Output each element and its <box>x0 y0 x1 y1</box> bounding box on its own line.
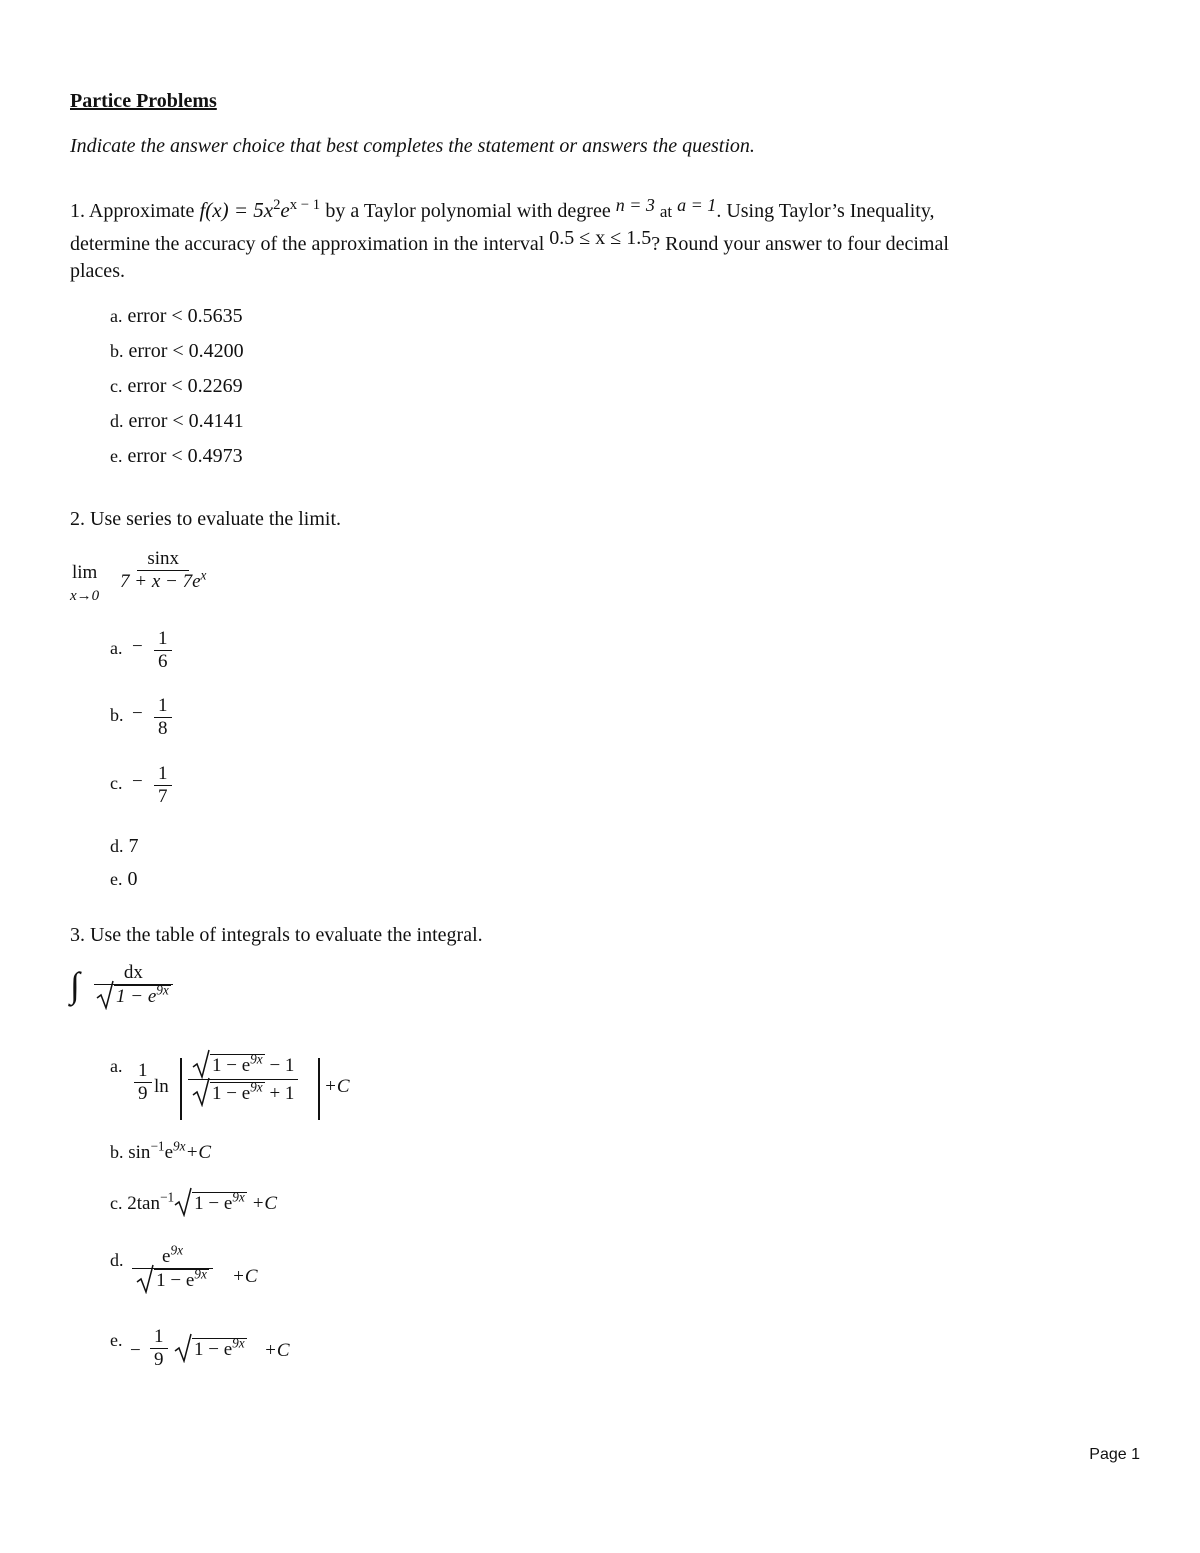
option-label: b. <box>110 341 124 361</box>
minus-sign: − <box>132 771 143 792</box>
q1-text-a: Approximate <box>88 200 195 222</box>
coef-fraction: $\frac{1}{9}$ <box>134 1060 152 1105</box>
q2-option-d[interactable] <box>110 835 139 858</box>
option-label: c. <box>110 1193 123 1213</box>
option-label: b. <box>110 705 124 725</box>
option-fraction: $\frac{1}{7}$ <box>154 763 172 808</box>
option-label: d. <box>110 411 124 431</box>
q1-option[interactable] <box>110 375 243 398</box>
q3-prompt: 3. Use the table of integrals to evaluate the integral. <box>70 924 483 946</box>
q2-option-e[interactable] <box>110 868 138 891</box>
option-label: e. <box>110 869 123 889</box>
q1-line1 <box>70 195 935 223</box>
q3-option-a[interactable] <box>110 1052 370 1124</box>
option-label: d. <box>110 836 124 856</box>
q1-line3: places. <box>70 260 125 282</box>
integral-sign: ∫ <box>70 965 80 1005</box>
option-text: error < 0.4973 <box>127 445 243 467</box>
q2-fraction <box>116 548 210 593</box>
q1-line2-a: determine the accuracy of the approximation in the interval <box>70 233 545 255</box>
sqrt-icon <box>192 1049 210 1079</box>
instructions: Indicate the answer choice that best completes the statement or answers the question. <box>70 135 755 157</box>
q3-option-c[interactable]: c. $2\tan^{-1}$ $1 - e^{9x} +C$ <box>110 1192 277 1215</box>
option-text: 0 <box>127 868 138 890</box>
q1-option[interactable] <box>110 340 244 363</box>
option-label: a. <box>110 306 123 326</box>
plus-c: +C <box>324 1076 350 1097</box>
option-fraction: $\frac{1}{8}$ <box>154 695 172 740</box>
coef-fraction: $\frac{1}{9}$ <box>150 1326 168 1371</box>
plus-c: +C <box>264 1340 290 1361</box>
q2-lim: lim <box>72 562 98 583</box>
q2-denominator: $7 + x - 7e^x$ <box>120 567 207 592</box>
option-text: error < 0.4200 <box>128 340 244 362</box>
q3-option-b[interactable]: b. $\sin^{-1}e^{9x}+C$ <box>110 1138 212 1163</box>
page-number: Page 1 <box>1089 1446 1140 1463</box>
minus-sign: − <box>132 703 143 724</box>
option-label: a. <box>110 1056 123 1076</box>
ln-text: ln <box>154 1076 169 1097</box>
q1-line2-b: ? Round your answer to four decimal <box>651 233 949 255</box>
q1-interval: 0.5 ≤ x ≤ 1.5 <box>549 227 652 249</box>
q3-option-d[interactable] <box>110 1242 280 1316</box>
minus-sign: − <box>130 1340 141 1361</box>
q2-lim-sub: x→0 <box>70 588 100 604</box>
option-fraction: $\frac{e^{9x}}{1 - e^{9x}}$ <box>132 1246 213 1292</box>
q3-fraction: $\frac{dx}{1 - e^{9x}}$ <box>92 962 175 1008</box>
q1-line2 <box>70 227 949 256</box>
option-fraction: $\frac{1}{6}$ <box>154 628 172 673</box>
option-text: error < 0.5635 <box>127 305 243 327</box>
sqrt-icon <box>174 1187 192 1217</box>
option-label: b. <box>110 1142 124 1162</box>
q1-text-at: at <box>659 202 673 221</box>
abs-bar-left <box>180 1058 182 1120</box>
q1-degree: n = 3 <box>615 195 655 215</box>
sqrt-icon <box>96 980 114 1010</box>
page-title: Partice Problems <box>70 90 217 112</box>
option-text: error < 0.4141 <box>128 410 244 432</box>
option-label: c. <box>110 376 123 396</box>
minus-sign: − <box>132 636 143 657</box>
option-label: e. <box>110 1330 123 1350</box>
abs-bar-right <box>318 1058 320 1120</box>
q1-function: $f(x) = 5x^2e^{x - 1}$ <box>199 196 321 222</box>
q3-option-e[interactable]: e. − $\frac{1}{9}$ $1 - e^{9x}$ +C <box>110 1326 290 1370</box>
sqrt-icon <box>192 1077 210 1107</box>
sqrt-icon <box>136 1264 154 1294</box>
q1-text-b: by a Taylor polynomial with degree <box>325 200 611 222</box>
q1-option[interactable] <box>110 445 243 468</box>
option-text: error < 0.2269 <box>127 375 243 397</box>
q1-option[interactable] <box>110 305 243 328</box>
option-label: c. <box>110 773 123 793</box>
option-label: e. <box>110 446 123 466</box>
option-label: a. <box>110 638 123 658</box>
option-label: d. <box>110 1250 124 1270</box>
q1-option[interactable] <box>110 410 244 433</box>
q1-center: a = 1 <box>677 195 717 215</box>
q2-prompt: 2. Use series to evaluate the limit. <box>70 508 342 530</box>
q2-numerator: sinx <box>137 548 189 571</box>
sqrt-icon <box>174 1333 192 1363</box>
inner-fraction: $\frac{1 - e^{9x} - 1}{1 - e^{9x} + 1}$ <box>188 1054 298 1105</box>
q1-number: 1. <box>70 200 85 222</box>
q1-text-c: . Using Taylor’s Inequality, <box>716 200 935 222</box>
option-text: 7 <box>128 835 139 857</box>
plus-c: +C <box>232 1266 258 1287</box>
sqrt: $1 - e^{9x}$ <box>96 985 171 1008</box>
